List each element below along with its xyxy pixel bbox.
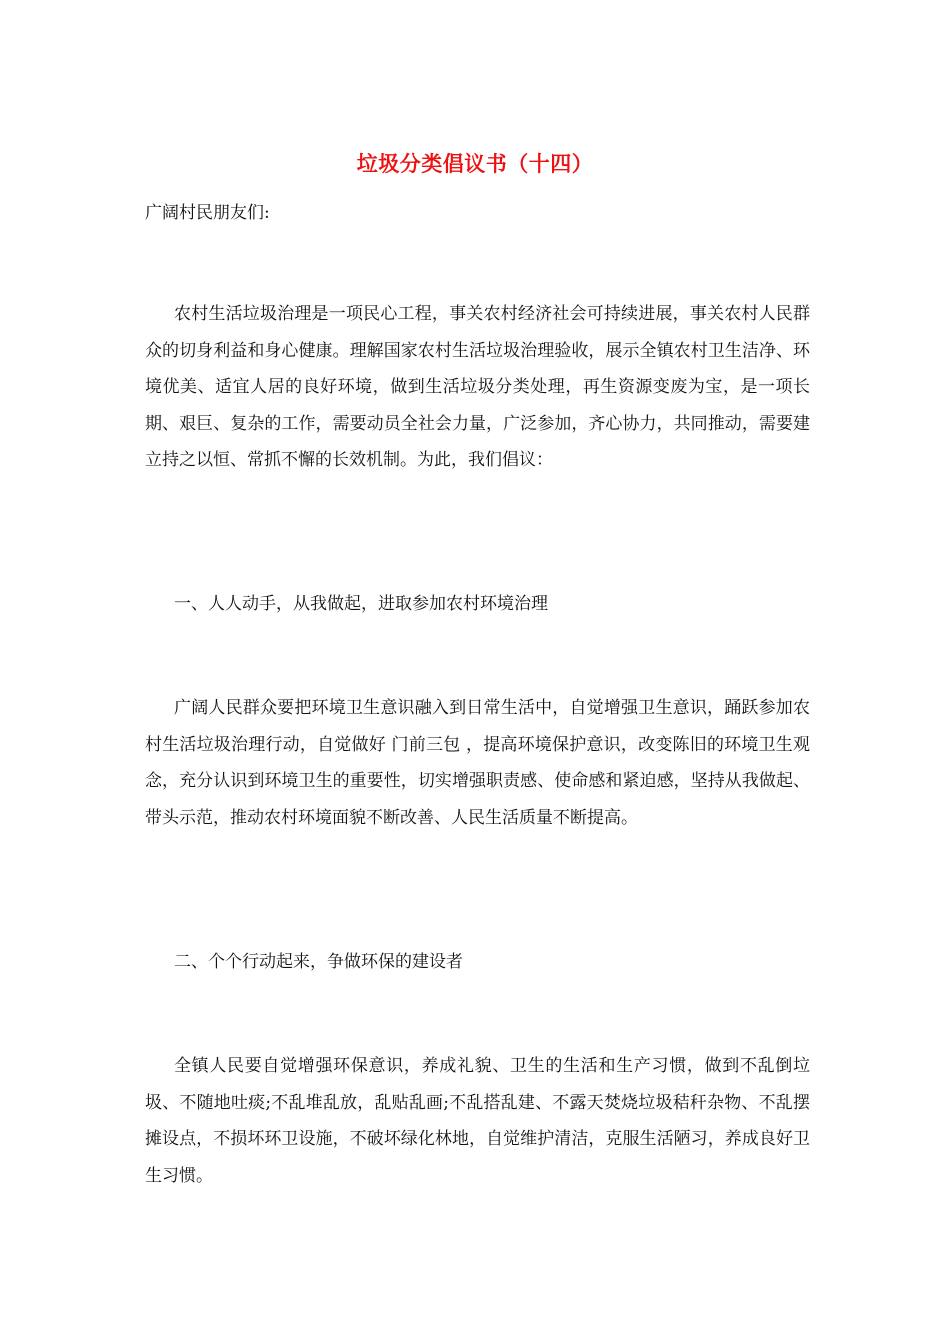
section-heading-1: 一、人人动手，从我做起，进取参加农村环境治理 bbox=[174, 594, 548, 614]
paragraph-section-1: 广阔人民群众要把环境卫生意识融入到日常生活中，自觉增强卫生意识，踊跃参加农村生活垃圾治理行动，自觉做好 门前三包 ，提高环境保护意识，改变陈旧的环境卫生观念，充分认识到环境卫生的重要性，切实增强职责感、使命感和紧迫感，坚持从我做起、带头示范，推动农村环境面貌不断改善、人民生活质量不断提高。 bbox=[145, 698, 810, 828]
greeting: 广阔村民朋友们: bbox=[145, 203, 270, 223]
section-heading-2: 二、个个行动起来，争做环保的建设者 bbox=[174, 952, 463, 972]
document-title: 垃圾分类倡议书（十四） bbox=[356, 151, 594, 176]
paragraph-intro: 农村生活垃圾治理是一项民心工程，事关农村经济社会可持续进展，事关农村人民群众的切身利益和身心健康。理解国家农村生活垃圾治理验收，展示全镇农村卫生洁净、环境优美、适宜人居的良好环境，做到生活垃圾分类处理，再生资源变废为宝，是一项长期、艰巨、复杂的工作，需要动员全社会力量，广泛参加，齐心协力，共同推动，需要建立持之以恒、常抓不懈的长效机制。为此，我们倡议： bbox=[145, 304, 810, 470]
paragraph-section-2: 全镇人民要自觉增强环保意识，养成礼貌、卫生的生活和生产习惯，做到不乱倒垃圾、不随地吐痰;不乱堆乱放，乱贴乱画;不乱搭乱建、不露天焚烧垃圾秸秆杂物、不乱摆摊设点，不损坏环卫设施，不破坏绿化林地，自觉维护清洁，克服生活陋习，养成良好卫生习惯。 bbox=[145, 1056, 810, 1186]
